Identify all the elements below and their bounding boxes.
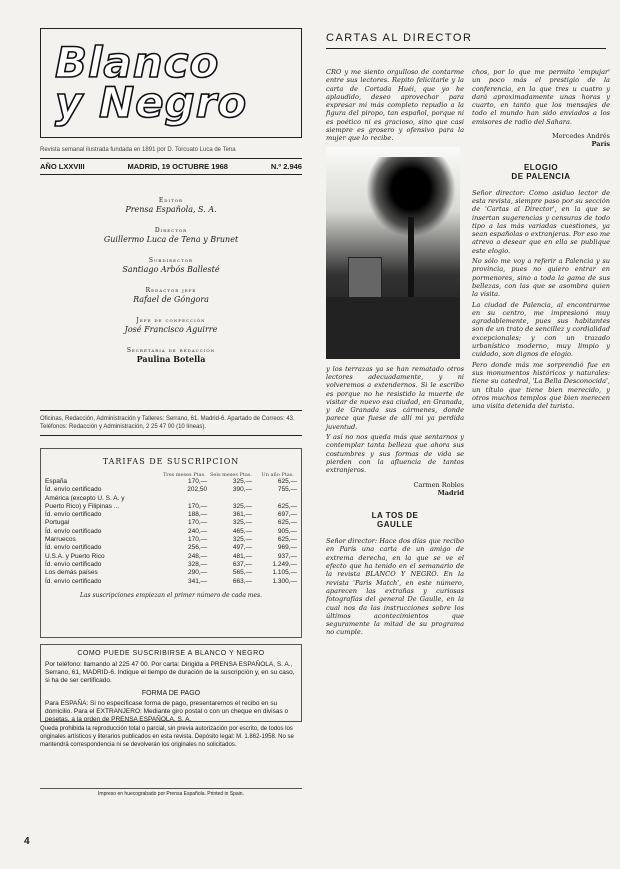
como-box [40,644,302,722]
tarifas-row-value: 637,— [232,560,253,568]
tarifas-row-value: 663,— [232,577,253,585]
staff-name: Paulina Botella [136,354,206,364]
tarifas-row [41,519,301,527]
tarifas-row-value: 188,— [187,511,208,519]
tarifas-row-value: 625,— [277,519,298,527]
tarifas-row-label: Íd. envío certificado [45,577,102,585]
issue-number: N.º 2.946 [270,162,302,171]
tarifas-rows [41,478,301,586]
signature-name: Carmen Robles [413,480,464,489]
tarifas-box [40,448,302,638]
tarifas-row-value [207,495,252,503]
photo [326,147,460,359]
tarifas-row [41,486,301,494]
staff-role: Secretaria de redacción [126,347,216,354]
tarifas-col: Un año Ptas. [261,472,294,478]
paragraph: La ciudad de Palencia, al encontrarme en su centro, me impresionó muy agradablemente, pues sus habitantes son de un trato de sencillez y cordialidad excepcionales; y con un trazado urbanístico moderno, muy limpio y cuidado, son dignos de elogio. [472,300,610,359]
tarifas-row-value: 937,— [277,552,298,560]
subhead [472,163,610,181]
issue-date: MADRID, 19 OCTUBRE 1968 [127,162,228,171]
column-1 [326,68,464,639]
staff-name: Rafael de Góngora [133,295,209,304]
tarifas-row-value: 361,— [232,511,253,519]
tarifas-row [41,503,301,511]
tarifas-row-value [252,495,297,503]
cartas-header: CARTAS AL DIRECTOR [326,32,606,49]
staff-role: Subdirector [148,257,194,264]
tarifas-row-value: 1.249,— [272,560,298,568]
paragraph: Señor director: Como asiduo lector de esta revista, siempre paso por su sección de 'Cartas al Director', en la que se insertan sugerencias y censuras de todo tipo a las más variadas cuestiones, ya sean españolas o extranjeras. Por eso me atrevo a desear que en ella se publique este elogio. [472,188,610,255]
signature-city: París [591,140,610,149]
tarifas-row-value: 328,— [187,560,208,568]
page-number: 4 [24,836,30,847]
paragraph: Señor director: Hace dos días que recibo en París una carta de un amigo de extrema derecha, en la que se ve el efecto que ha tenido en el semanario de la revista BLANCO Y NEGRO. En la revista 'Paris Match', en este número, aparecen las extrañas y curiosas fotografías del general De Gaulle, en la cual nos da las instrucciones sobre los últimos acontecimientos que seguramente la mitad de su programa no cumple. [326,537,464,637]
photo-wall [326,297,460,359]
staff-role: Editor [158,197,184,204]
como-title: COMO PUEDE SUSCRIBIRSE A BLANCO Y NEGRO [77,650,265,657]
signature [472,132,610,149]
staff-role: Redactor jefe [145,287,197,294]
subhead-line: ELOGIO [523,162,559,172]
tarifas-row-label: América (excepto U. S. A. y [45,494,125,502]
tarifas-row [41,561,301,569]
tarifas-row-value: 905,— [277,527,298,535]
tarifas-title: TARIFAS DE SUSCRIPCION [102,457,240,466]
tarifas-row-value: 256,— [187,544,208,552]
tarifas-row-label: Puerto Rico) y Filipinas ... [45,502,120,510]
issue-year: AÑO LXXVIII [40,162,85,171]
tarifas-row [41,495,301,503]
tarifas-row-label: U.S.A. y Puerto Rico [45,552,105,560]
column-2 [472,68,610,412]
paragraph: No sólo me voy a referir a Palencia y su provincia, pues no quiero entrar en pormenores, sino a toda la gama de sus bellezas, con las que se asombra quien la visita. [472,257,610,299]
tarifas-row [41,578,301,586]
masthead-subtitle: Revista semanal ilustrada fundada en 1891 por D. Torcuato Luca de Tena [40,147,236,153]
paragraph: chos, por lo que me permito 'empujar' un poco más el prestigio de la conferencia, en la que tres u cuatro y dará aproximadamente unas horas y cuarto, en tanto que los mensajes de todo el mundo han sido enviados a los emisores de radio del Sahara. [472,68,610,126]
masthead-panel [40,28,304,803]
issue-row [40,158,302,175]
tarifas-row-value: 202,50 [187,486,208,494]
como-text: Por teléfono: llamando al 225 47 00. Por carta: Dirigida a PRENSA ESPAÑOLA, S. A., Serrano, 61, MADRID-6. Indique el tiempo de duración de la suscripción y, en su caso, si ha de ser certificado. [45,661,295,684]
tarifas-note: Las suscripciones empiezan el primer número de cada mes. [79,591,263,599]
tarifas-row [41,511,301,519]
tarifas-row [41,544,301,552]
tarifas-row-label: Íd. envío certificado [45,527,102,535]
signature-city: Madrid [437,488,464,497]
tarifas-row-value: 240,— [187,527,208,535]
tarifas-col: Seis meses Ptas. [209,472,253,478]
tarifas-row [41,569,301,577]
printer-line: Impreso en huecograbado por Prensa Española. Printed in Spain. [40,788,302,798]
tarifas-row-value: 325,— [232,502,253,510]
subhead-line: GAULLE [377,520,413,530]
tarifas-row [41,553,301,561]
tarifas-row-value: 290,— [187,569,208,577]
tarifas-row-value: 170,— [187,478,208,485]
logo [55,38,248,127]
tarifas-row-value: 625,— [277,478,298,485]
tarifas-row-label: Íd. envío certificado [45,511,102,519]
tarifas-row-label: Íd. envío certificado [45,560,102,568]
masthead-box [40,28,302,138]
staff-name: Santiago Arbós Ballesté [122,265,220,274]
tarifas-row-value: 697,— [277,511,298,519]
tarifas-row-label: Los demás países [45,569,98,577]
tarifas-row-value: 969,— [277,544,298,552]
tarifas-row-value: 465,— [232,527,253,535]
staff-name: Guillermo Luca de Tena y Brunet [103,235,239,244]
tarifas-row-value: 390,— [232,486,253,494]
tarifas-row-label: Íd. envío certificado [45,544,102,552]
tarifas-row-label: Marruecos [45,536,76,544]
tarifas-row-value: 625,— [277,502,298,510]
logo-line2: y Negro [55,78,248,127]
subhead-line: LA TOS DE [371,511,419,521]
staff-role: Director [154,227,188,234]
tarifas-row [41,528,301,536]
tarifas-row-value: 170,— [187,502,208,510]
staff-list [40,184,302,364]
subhead [326,511,464,529]
tarifas-row-label: Íd. envío certificado [45,486,102,494]
tarifas-row-value: 1.105,— [272,569,298,577]
tarifas-row-value: 248,— [187,552,208,560]
tarifas-row-value: 497,— [232,544,253,552]
signature-name: Mercedes Andrés [552,132,610,141]
tarifas-row-value: 170,— [187,536,208,544]
tarifas-row-value [162,495,207,503]
signature [326,481,464,498]
tarifas-row-value: 325,— [232,519,253,527]
address-block: Oficinas, Redacción, Administración y Talleres: Serrano, 61. Madrid-6. Apartado de Correos: 43. Teléfonos: Redacción y Administración, 2 25 47 00 (10 líneas). [40,410,302,436]
paragraph: Y así no nos queda más que sentarnos y contemplar tanta belleza que ahora sus costumbres y sus formas de vida se pierden con la afluencia de tantos extranjeros. [326,433,464,475]
paragraph: y los terrazas ya se han rematado otros lectores adecuadamente, y ni volveremos a extendernos. Si le escribo es porque no he resistido la muerte de visitar de nuevo esa ciudad, en Granada, y de Granada sus cármenes, donde parece que fuese de allí mi ya perdida juventud. [326,364,464,431]
tarifas-row-value: 755,— [277,486,298,494]
photo-trunk [408,217,414,307]
tarifas-row-value: 565,— [232,569,253,577]
tarifas-row-value: 170,— [187,519,208,527]
legal-notice: Queda prohibida la reproducción total o parcial, sin previa autorización por escrito, de todos los originales artísticos y literarios publicados en esta revista. Depósito legal: M. 1.862-1958. No se mantendrá correspondencia ni se devolverán los originales no solicitados. [40,726,294,748]
tarifas-row-value: 481,— [232,552,253,560]
tarifas-row-label: Portugal [45,519,70,527]
subhead-line: DE PALENCIA [511,171,571,181]
tarifas-row-value: 325,— [232,536,253,544]
tarifas-row-value: 341,— [187,577,208,585]
logo-line1: Blanco [55,38,220,87]
tarifas-row-label: España [45,478,68,485]
pago-text: Para ESPAÑA: Si no especificase forma de pago, presentaremos el recibo en su domicilio. Para el EXTRANJERO: Mediante giro postal o con un cheque en divisas o pesetas, a la orden de PRENSA ESPAÑOLA, S. A. [45,700,289,723]
paragraph: Pero donde más me sorprendió fue en sus monumentos históricos y naturales: tiene su catedral, 'La Bella Desconocida', un título que tiene bien merecido, y otros muchos templos que bien merecen una visita detenida del turista. [472,360,610,411]
tarifas-row-value: 325,— [232,478,253,485]
tarifas-row-value: 625,— [277,536,298,544]
staff-name: Prensa Española, S. A. [125,205,217,214]
paragraph: CRO y me siento orgulloso de contarme entre sus lectores. Repito felicitarle y la carta de Cortada Huéi, que yo he aplaudido, deseo aprovechar para expresar mi más completo repudio a la figura del piropo, tan español, porque ni es poético ni es gracioso, sino que casi siempre es grosero y ofensivo para la mujer que lo recibe. [326,68,464,143]
staff-role: Jefe de confección [136,317,206,324]
tarifas-col: Tres meses Ptas. [162,472,206,478]
tarifas-row-value: 1.300,— [272,577,298,585]
staff-name: José Francisco Aguirre [124,325,218,334]
pago-title: FORMA DE PAGO [141,690,201,697]
